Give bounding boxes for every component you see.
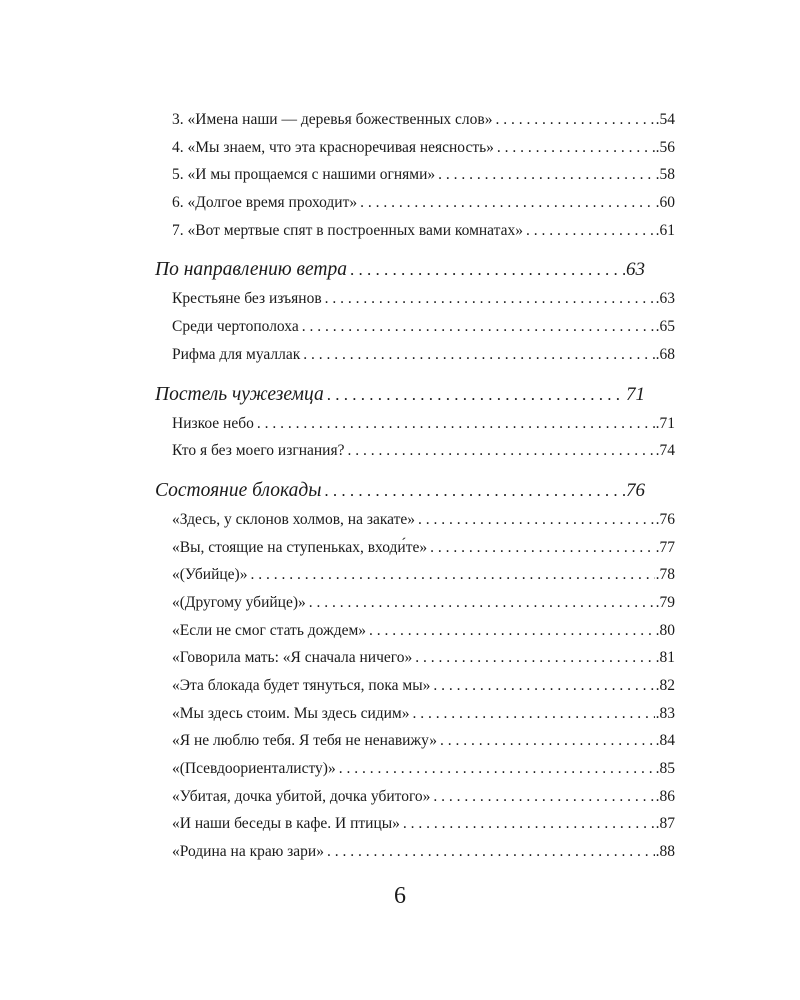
dot-leader xyxy=(433,676,654,696)
toc-entry-page: .61 xyxy=(655,221,675,239)
toc-section-heading xyxy=(155,258,675,289)
toc-entry-page: .87 xyxy=(655,815,675,833)
toc-entry-title: Рифма для муаллак xyxy=(172,345,301,363)
dot-leader xyxy=(327,842,655,862)
toc-entry-page: .83 xyxy=(655,704,675,722)
toc-entry-title: «(Псевдоориенталисту)» xyxy=(172,760,336,778)
toc-entry xyxy=(155,676,675,704)
toc-entry xyxy=(155,345,675,373)
toc-entry xyxy=(155,165,675,193)
toc-entry-page: .80 xyxy=(655,621,675,639)
dot-leader xyxy=(302,317,655,337)
toc-entry-title: «Если не смог стать дождем» xyxy=(172,621,367,639)
toc-entry-page: .78 xyxy=(655,566,675,584)
toc-section-heading xyxy=(155,479,675,510)
toc-entry-title: 4. «Мы знаем, что эта красноречивая неясность» xyxy=(172,138,494,156)
toc-entry-title: Кто я без моего изгнания? xyxy=(172,442,345,460)
toc-section-title: Состояние блокады xyxy=(155,479,322,501)
toc-entry xyxy=(155,538,675,566)
toc-entry-page: .79 xyxy=(655,593,675,611)
dot-leader xyxy=(324,479,625,503)
dot-leader xyxy=(360,193,655,213)
toc-entry xyxy=(155,704,675,732)
toc-entry-title: «Мы здесь стоим. Мы здесь сидим» xyxy=(172,704,410,722)
dot-leader xyxy=(350,258,625,282)
toc-entry xyxy=(155,441,675,469)
table-of-contents xyxy=(155,110,675,870)
toc-entry xyxy=(155,289,675,317)
toc-entry-title: 6. «Долгое время проходит» xyxy=(172,194,358,212)
toc-entry-title: Низкое небо xyxy=(172,414,254,432)
toc-entry-page: .81 xyxy=(655,649,675,667)
toc-entry xyxy=(155,593,675,621)
toc-entry-page: .84 xyxy=(655,732,675,750)
toc-entry-title: «Родина на краю зари» xyxy=(172,843,324,861)
toc-entry-title: 7. «Вот мертвые спят в построенных вами комнатах» xyxy=(172,221,523,239)
toc-entry-page: .60 xyxy=(655,194,675,212)
dot-leader xyxy=(303,345,654,365)
toc-entry xyxy=(155,510,675,538)
dot-leader xyxy=(438,165,655,185)
toc-entry xyxy=(155,193,675,221)
dot-leader xyxy=(413,704,655,724)
toc-entry-page: .76 xyxy=(655,510,675,528)
toc-entry-title: 3. «Имена наши — деревья божественных слов» xyxy=(172,111,493,128)
toc-entry-title: 5. «И мы прощаемся с нашими огнями» xyxy=(172,166,436,184)
toc-entry-page: .82 xyxy=(655,677,675,694)
toc-entry-title: «Здесь, у склонов холмов, на закате» xyxy=(172,510,416,528)
toc-entry xyxy=(155,221,675,249)
toc-entry-title: «(Другому убийце)» xyxy=(172,593,306,611)
dot-leader xyxy=(497,138,655,158)
dot-leader xyxy=(440,731,655,751)
toc-section-heading xyxy=(155,383,675,414)
toc-entry-page: .74 xyxy=(655,442,675,460)
dot-leader xyxy=(433,787,654,807)
dot-leader xyxy=(403,814,655,834)
toc-entry-title: Крестьяне без изъянов xyxy=(172,290,322,308)
toc-entry-page: .77 xyxy=(655,538,675,556)
toc-entry xyxy=(155,842,675,870)
toc-entry xyxy=(155,110,675,138)
dot-leader xyxy=(250,565,654,585)
dot-leader xyxy=(309,593,655,613)
toc-entry-page: .68 xyxy=(655,345,675,363)
toc-entry xyxy=(155,787,675,815)
toc-entry xyxy=(155,621,675,649)
page-number: 6 xyxy=(394,883,406,909)
toc-section-title: По направлению ветра xyxy=(155,259,347,281)
toc-entry-title: «И наши беседы в кафе. И птицы» xyxy=(172,815,400,833)
toc-entry xyxy=(155,731,675,759)
toc-entry xyxy=(155,414,675,442)
toc-entry xyxy=(155,759,675,787)
dot-leader xyxy=(257,414,655,434)
toc-entry-page: .63 xyxy=(655,290,675,308)
toc-entry-page: .71 xyxy=(655,414,675,432)
dot-leader xyxy=(418,510,655,530)
dot-leader xyxy=(430,538,655,558)
toc-entry xyxy=(155,138,675,166)
dot-leader xyxy=(495,110,654,130)
toc-entry-title: «Вы, стоящие на ступеньках, входи́те» xyxy=(172,538,428,556)
toc-entry xyxy=(155,814,675,842)
toc-entry-page: .54 xyxy=(655,111,675,128)
dot-leader xyxy=(327,383,625,407)
toc-section-page: 63 xyxy=(626,259,645,281)
dot-leader xyxy=(526,221,655,241)
toc-entry xyxy=(155,648,675,676)
toc-entry-page: .86 xyxy=(655,787,675,805)
dot-leader xyxy=(415,648,654,668)
toc-entry-title: «Я не люблю тебя. Я тебя не ненавижу» xyxy=(172,732,438,750)
toc-section-page: 76 xyxy=(626,479,645,501)
toc-entry-page: .88 xyxy=(655,843,675,861)
toc-entry xyxy=(155,565,675,593)
toc-entry xyxy=(155,317,675,345)
toc-section-title: Постель чужеземца xyxy=(155,383,324,405)
toc-entry-page: .56 xyxy=(655,138,675,156)
toc-entry-page: .85 xyxy=(655,760,675,778)
toc-entry-title: Среди чертополоха xyxy=(172,318,299,336)
toc-entry-title: «Убитая, дочка убитой, дочка убитого» xyxy=(172,787,431,805)
dot-leader xyxy=(339,759,655,779)
dot-leader xyxy=(369,621,655,641)
toc-entry-page: .65 xyxy=(655,318,675,336)
dot-leader xyxy=(347,441,654,461)
toc-entry-title: «Говорила мать: «Я сначала ничего» xyxy=(172,649,413,667)
toc-entry-title: «(Убийце)» xyxy=(172,566,248,584)
toc-entry-title: «Эта блокада будет тянуться, пока мы» xyxy=(172,677,431,694)
toc-section-page: 71 xyxy=(626,383,645,405)
dot-leader xyxy=(325,289,655,309)
toc-entry-page: .58 xyxy=(655,166,675,184)
